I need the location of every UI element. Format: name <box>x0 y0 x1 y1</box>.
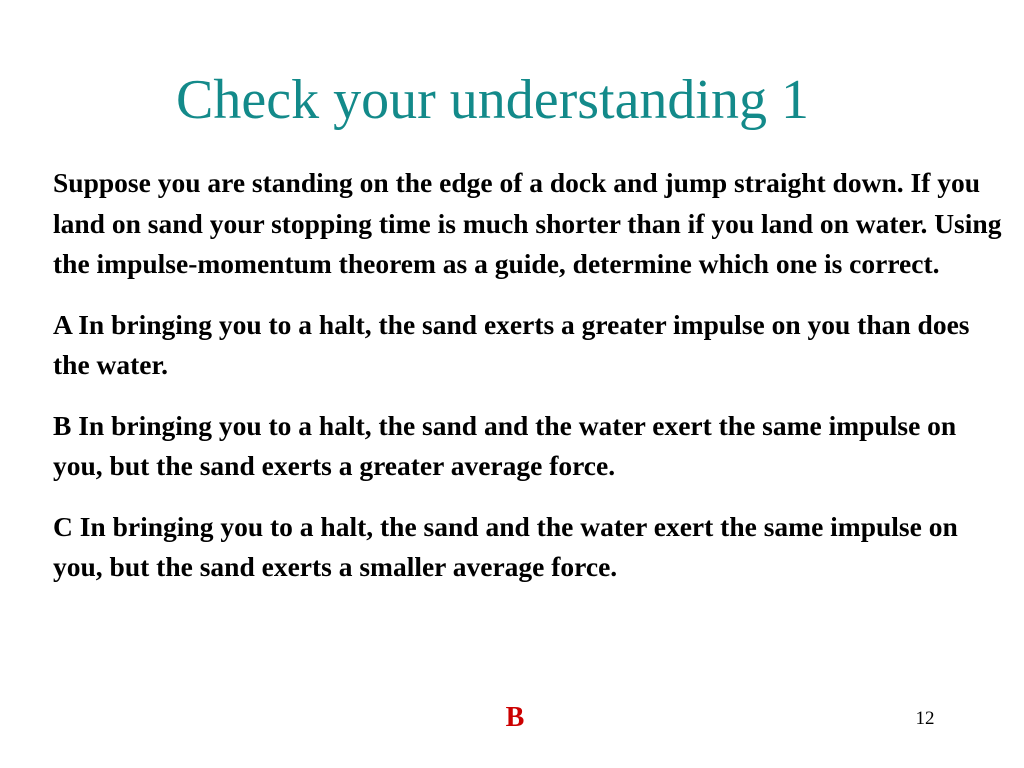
question-text: Suppose you are standing on the edge of a dock and jump straight down. If you land on sand your stopping time is much shorter than if you land on water. Using the impulse-momentum theorem as a guide, determine which one is correct. <box>53 167 1002 279</box>
option-b: B In bringing you to a halt, the sand and the water exert the same impulse on you, but the sand exerts a greater average force. <box>53 409 957 481</box>
answer-label: B <box>505 702 525 733</box>
slide-body <box>53 163 1003 588</box>
slide-title: Check your understanding 1 <box>176 69 809 131</box>
page-number: 12 <box>915 708 935 729</box>
option-a: A In bringing you to a halt, the sand exerts a greater impulse on you than does the water. <box>53 308 970 380</box>
option-c: C In bringing you to a halt, the sand and the water exert the same impulse on you, but the sand exerts a smaller average force. <box>53 510 958 582</box>
